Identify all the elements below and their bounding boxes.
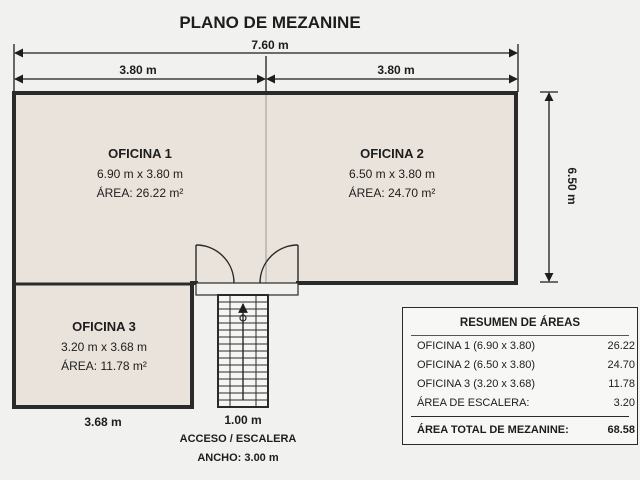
summary-total-divider — [411, 416, 629, 417]
office-3-size: 3.20 m x 3.68 m — [60, 340, 148, 354]
office-1-area: ÁREA: 26.22 m² — [96, 186, 184, 200]
summary-row-value: 3.20 — [613, 397, 635, 409]
stair-width-note: ANCHO: 3.00 m — [197, 452, 279, 464]
summary-row-office-1 — [417, 340, 635, 354]
room-office-3 — [61, 319, 147, 373]
office-1-name: OFICINA 1 — [108, 146, 172, 161]
summary-row-stair — [417, 397, 635, 411]
summary-row-value: 11.78 — [608, 378, 635, 390]
office-2-area: ÁREA: 24.70 m² — [348, 186, 436, 200]
area-summary-table — [402, 307, 638, 445]
room-office-2 — [349, 146, 436, 200]
summary-row-label: ÁREA DE ESCALERA: — [417, 397, 530, 409]
summary-row-value: 24.70 — [607, 359, 635, 371]
office-1-size: 6.90 m x 3.80 m — [96, 167, 184, 181]
summary-total-value: 68.58 — [607, 424, 635, 436]
right-width-label: 3.80 m — [377, 63, 415, 77]
stair-width-label: 1.00 m — [224, 413, 262, 427]
summary-row-total — [417, 424, 635, 438]
stair-label: ACCESO / ESCALERA — [179, 433, 297, 445]
summary-total-label: ÁREA TOTAL DE MEZANINE: — [417, 424, 569, 436]
summary-row-label: OFICINA 1 (6.90 x 3.80) — [417, 340, 535, 352]
office-3-area: ÁREA: 11.78 m² — [61, 359, 147, 373]
plan-title: PLANO DE MEZANINE — [179, 13, 361, 32]
summary-row-label: OFICINA 2 (6.50 x 3.80) — [417, 359, 535, 371]
height-label: 6.50 m — [565, 167, 579, 205]
office-2-name: OFICINA 2 — [360, 146, 424, 161]
summary-row-office-2 — [417, 359, 635, 373]
summary-title: RESUMEN DE ÁREAS — [459, 317, 581, 329]
stair — [218, 295, 268, 407]
summary-row-value: 26.22 — [607, 340, 635, 352]
office-3-width-label: 3.68 m — [84, 415, 122, 429]
total-width-label: 7.60 m — [251, 38, 289, 52]
left-width-label: 3.80 m — [119, 63, 157, 77]
office-2-size: 6.50 m x 3.80 m — [348, 167, 436, 181]
room-office-1 — [97, 146, 184, 200]
summary-row-label: OFICINA 3 (3.20 x 3.68) — [417, 378, 535, 390]
summary-row-office-3 — [417, 378, 635, 392]
height-dimension — [540, 92, 558, 282]
summary-divider — [411, 335, 629, 336]
stair-landing — [196, 283, 298, 295]
office-3-name: OFICINA 3 — [72, 319, 136, 334]
